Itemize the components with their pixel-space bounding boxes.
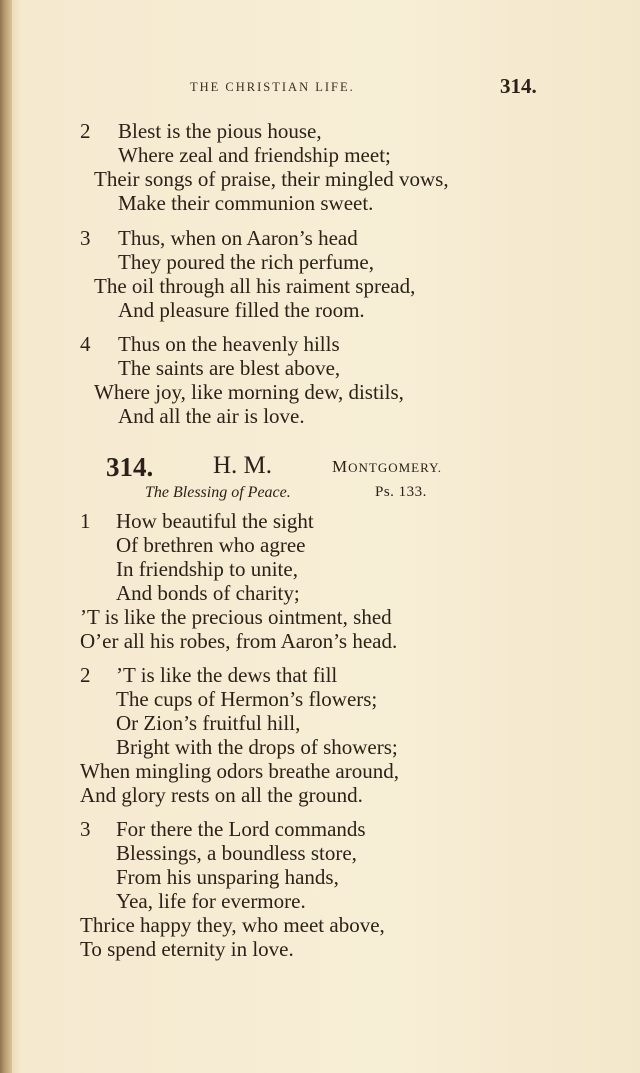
verse-line: To spend eternity in love. [80,937,294,961]
verse-line: From his unsparing hands, [116,865,339,889]
running-title: THE CHRISTIAN LIFE. [190,80,355,94]
author-rest: ONTGOMERY. [348,460,443,475]
verse-line: The cups of Hermon’s flowers; [116,687,378,711]
hymn-number: 314. [106,452,154,482]
verse-line: And pleasure filled the room. [118,298,365,322]
verse-line: In friendship to unite, [116,557,298,581]
verse-line: And glory rests on all the ground. [80,783,363,807]
verse-line: Or Zion’s fruitful hill, [116,711,301,735]
verse-line: ’T is like the dews that fill [116,663,338,687]
verse-line: The oil through all his raiment spread, [94,274,416,298]
verse-line: O’er all his robes, from Aaron’s head. [80,629,398,653]
verse-line: Blest is the pious house, [118,119,322,143]
verse-line: They poured the rich perfume, [118,250,374,274]
verse-line: Thrice happy they, who meet above, [80,913,385,937]
verse-line: The saints are blest above, [118,356,341,380]
stanza-number: 4 [80,332,91,356]
verse-line: When mingling odors breathe around, [80,759,399,783]
verse-line: Make their communion sweet. [118,191,374,215]
psalm-reference: Ps. 133. [375,484,427,500]
stanza-number: 3 [80,226,91,250]
verse-line: How beautiful the sight [116,509,314,533]
hymn-title: The Blessing of Peace. [145,484,291,501]
book-spine-edge [0,0,12,1073]
page-number: 314. [500,74,537,98]
author-initial: M [332,457,349,476]
stanza-number: 2 [80,663,91,687]
stanza-number: 1 [80,509,91,533]
stanza-number: 3 [80,817,91,841]
verse-line: ’T is like the precious ointment, shed [80,605,392,629]
verse-line: Where joy, like morning dew, distils, [94,380,404,404]
verse-line: Thus, when on Aaron’s head [118,226,358,250]
stanza-number: 2 [80,119,91,143]
verse-line: And all the air is love. [118,404,305,428]
verse-line: Where zeal and friendship meet; [118,143,391,167]
hymn-author [332,457,442,477]
verse-line: Blessings, a boundless store, [116,841,357,865]
verse-line: For there the Lord commands [116,817,366,841]
verse-line: Of brethren who agree [116,533,306,557]
verse-line: And bonds of charity; [116,581,300,605]
verse-line: Bright with the drops of showers; [116,735,398,759]
verse-line: Thus on the heavenly hills [118,332,340,356]
verse-line: Yea, life for evermore. [116,889,306,913]
verse-line: Their songs of praise, their mingled vows, [94,167,449,191]
hymn-meter: H. M. [213,452,273,479]
